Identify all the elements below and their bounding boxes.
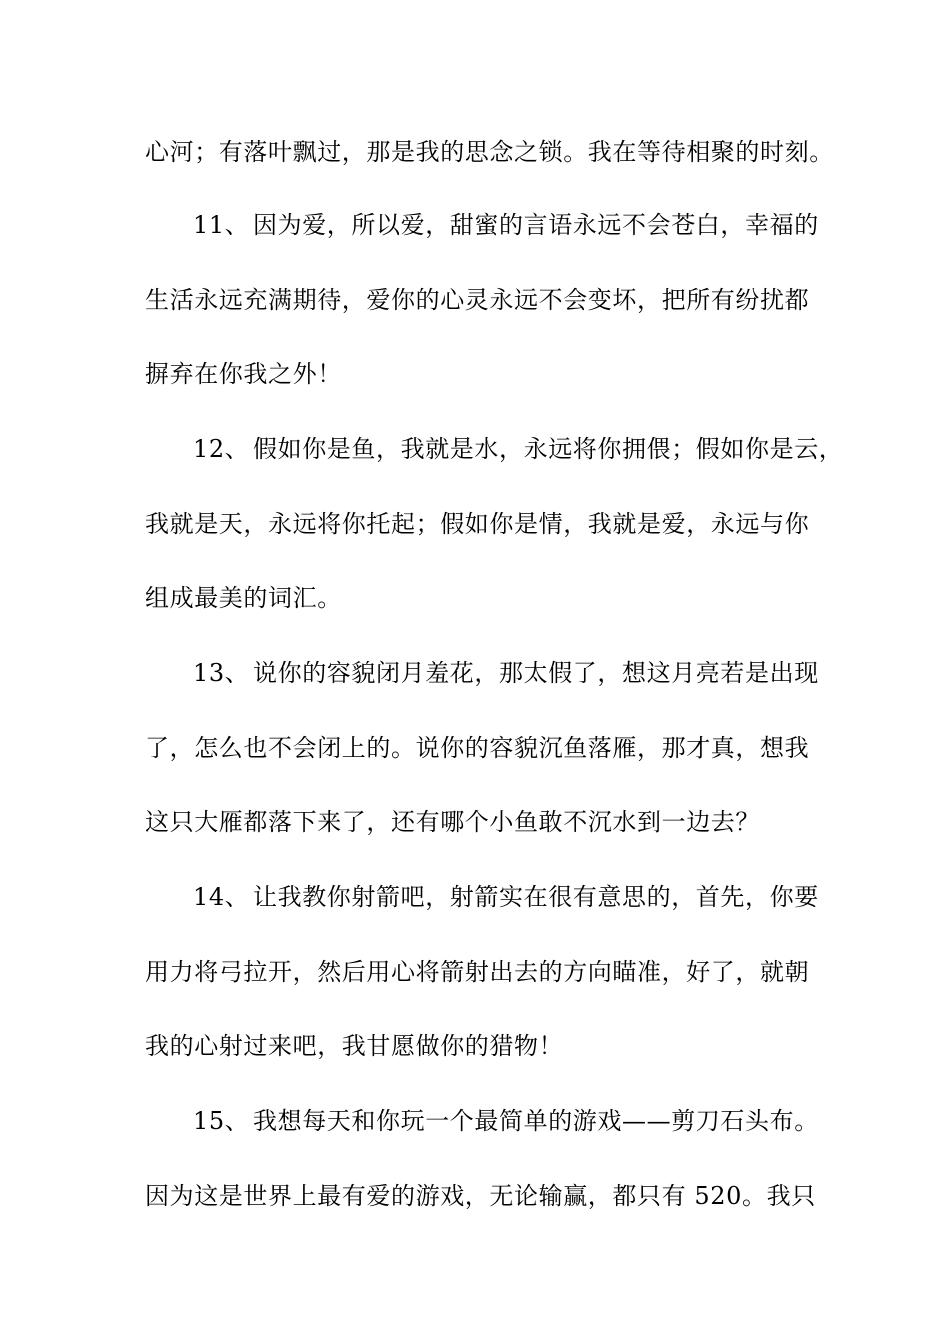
paragraph-number: 13、 <box>193 659 250 687</box>
paragraph-first-line <box>193 882 819 912</box>
paragraph-number: 11、 <box>193 211 250 239</box>
paragraph-number: 12、 <box>193 435 250 463</box>
paragraph-line: 组成最美的词汇。 <box>145 584 342 612</box>
paragraph-text: 我想每天和你玩一个最简单的游戏——剪刀石头布。 <box>253 1107 819 1135</box>
paragraph-line: 这只大雁都落下来了，还有哪个小鱼敢不沉水到一边去？ <box>145 808 760 836</box>
paragraph-number: 14、 <box>193 883 250 911</box>
paragraph-line: 了，怎么也不会闭上的。说你的容貌沉鱼落雁，那才真，想我 <box>145 734 810 762</box>
paragraph-text: 说你的容貌闭月羞花，那太假了，想这月亮若是出现 <box>253 659 819 687</box>
paragraph-line: 因为这是世界上最有爱的游戏，无论输赢，都只有 520。我只 <box>145 1182 816 1210</box>
paragraph-first-line <box>193 434 843 464</box>
paragraph-text: 因为爱，所以爱，甜蜜的言语永远不会苍白，幸福的 <box>253 211 819 239</box>
paragraph-first-line <box>193 658 819 688</box>
paragraph-number: 15、 <box>193 1107 250 1135</box>
paragraph-line: 我的心射过来吧，我甘愿做你的猎物！ <box>145 1032 564 1060</box>
paragraph-line: 心河；有落叶飘过，那是我的思念之锁。我在等待相聚的时刻。 <box>145 138 834 166</box>
paragraph-first-line <box>193 1106 819 1136</box>
paragraph-line: 生活永远充满期待，爱你的心灵永远不会变坏，把所有纷扰都 <box>145 286 810 314</box>
paragraph-line: 摒弃在你我之外！ <box>145 360 342 388</box>
paragraph-text: 让我教你射箭吧，射箭实在很有意思的，首先，你要 <box>253 883 819 911</box>
paragraph-text: 假如你是鱼，我就是水，永远将你拥偎；假如你是云， <box>253 435 844 463</box>
paragraph-first-line <box>193 210 819 240</box>
paragraph-line: 用力将弓拉开，然后用心将箭射出去的方向瞄准，好了，就朝 <box>145 958 810 986</box>
paragraph-line: 我就是天，永远将你托起；假如你是情，我就是爱，永远与你 <box>145 510 810 538</box>
